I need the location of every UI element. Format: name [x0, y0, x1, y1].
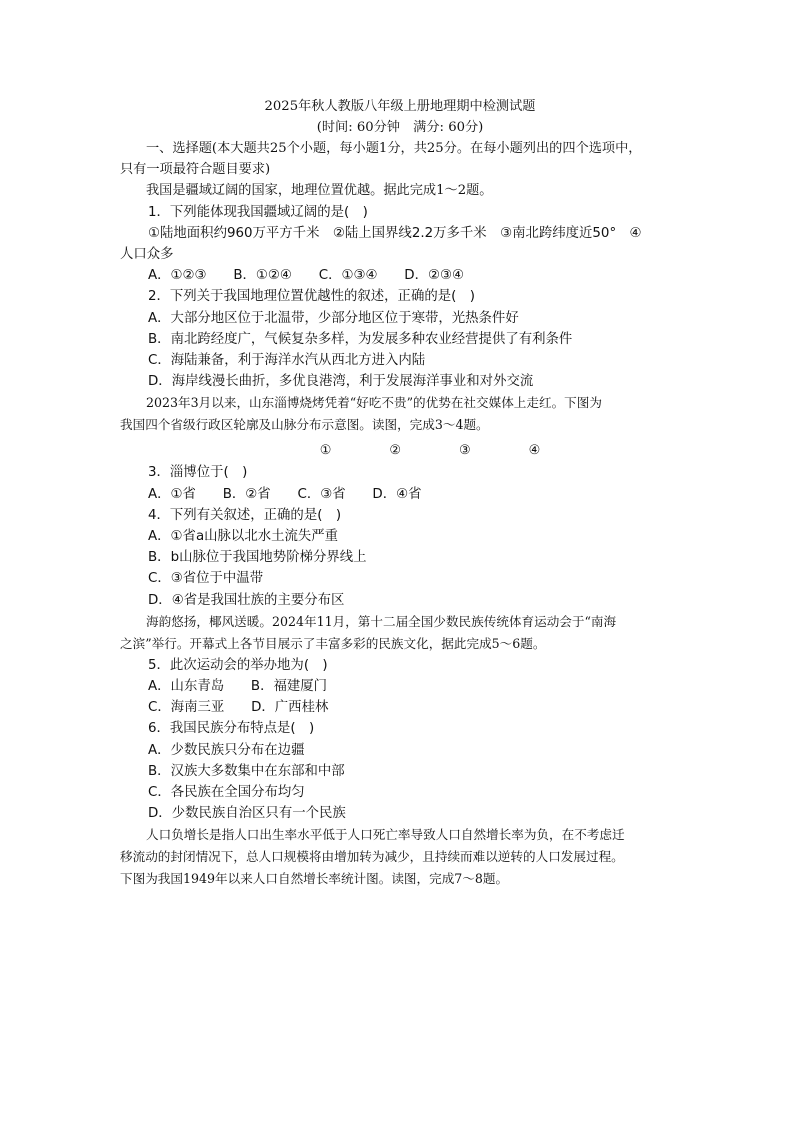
question-5-stem: 5．此次运动会的举办地为( )	[148, 657, 328, 673]
exam-info: (时间: 60分钟 满分: 60分)	[316, 120, 484, 135]
question-6-option-c: C．各民族在全国分布均匀	[148, 785, 305, 801]
question-6-option-d: D．少数民族自治区只有一个民族	[148, 806, 346, 822]
passage-4: 人口负增长是指人口出生率水平低于人口死亡率导致人口自然增长率为负，在不考虑迁	[146, 827, 625, 843]
question-4-option-b: B．b山脉位于我国地势阶梯分界线上	[148, 550, 367, 566]
passage-4-cont-2: 下图为我国1949年以来人口自然增长率统计图。读图，完成7～8题。	[120, 871, 509, 887]
question-6-stem: 6．我国民族分布特点是( )	[148, 721, 315, 737]
section-heading-cont: 只有一项最符合题目要求)	[120, 162, 271, 178]
question-2-stem: 2．下列关于我国地理位置优越性的叙述，正确的是( )	[148, 289, 475, 305]
exam-content	[120, 96, 680, 890]
question-5-options-cd: C．海南三亚 D．广西桂林	[148, 700, 329, 716]
map-label: ③	[459, 443, 471, 459]
passage-3-cont: 之滨”举行。开幕式上各节目展示了丰富多彩的民族文化，据此完成5～6题。	[120, 635, 546, 651]
question-1-stem: 1．下列能体现我国疆域辽阔的是( )	[148, 204, 368, 220]
question-4-option-a: A．①省a山脉以北水土流失严重	[148, 529, 339, 545]
map-label: ②	[389, 443, 401, 459]
map-label: ①	[319, 443, 332, 459]
question-3-options: A．①省 B．②省 C．③省 D．④省	[148, 486, 422, 502]
question-5-options-ab: A．山东青岛 B．福建厦门	[148, 679, 328, 695]
question-6-option-b: B．汉族大多数集中在东部和中部	[148, 763, 345, 779]
map-label: ④	[528, 443, 541, 459]
question-2-option-c: C．海陆兼备，利于海洋水汽从西北方进入内陆	[148, 353, 426, 369]
passage-2-cont: 我国四个省级行政区轮廓及山脉分布示意图。读图，完成3～4题。	[120, 417, 489, 433]
question-4-option-c: C．③省位于中温带	[148, 571, 264, 587]
passage-4-cont: 移流动的封闭情况下，总人口规模将由增加转为减少，且持续而难以逆转的人口发展过程。	[120, 849, 624, 865]
question-4-option-d: D．④省是我国壮族的主要分布区	[148, 592, 345, 608]
map-figure-labels	[120, 440, 680, 462]
question-6-option-a: A．少数民族只分布在边疆	[148, 742, 305, 758]
question-2-option-a: A．大部分地区位于北温带，少部分地区位于寒带，光热条件好	[148, 310, 519, 326]
question-3-stem: 3．淄博位于( )	[148, 465, 248, 481]
passage-2: 2023年3月以来，山东淄博烧烤凭着“好吃不贵”的优势在社交媒体上走红。下图为	[146, 395, 602, 411]
question-1-options: A．①②③ B．①②④ C．①③④ D．②③④	[148, 268, 464, 284]
question-4-stem: 4．下列有关叙述，正确的是( )	[148, 507, 342, 523]
question-2-option-d: D．海岸线漫长曲折，多优良港湾，利于发展海洋事业和对外交流	[148, 374, 534, 390]
question-1-items-cont: 人口众多	[120, 247, 174, 263]
passage-1: 我国是疆域辽阔的国家，地理位置优越。据此完成1～2题。	[146, 183, 493, 199]
question-1-items: ①陆地面积约960万平方千米 ②陆上国界线2.2万多千米 ③南北跨纬度近50° ④	[148, 225, 642, 241]
passage-3: 海韵悠扬，椰风送暖。2024年11月，第十二届全国少数民族传统体育运动会于“南海	[146, 613, 617, 629]
section-heading: 一、选择题(本大题共25个小题，每小题1分，共25分。在每小题列出的四个选项中，	[146, 141, 642, 156]
question-2-option-b: B．南北跨经度广，气候复杂多样，为发展多种农业经营提供了有利条件	[148, 331, 573, 347]
page-title: 2025年秋人教版八年级上册地理期中检测试题	[264, 99, 536, 114]
